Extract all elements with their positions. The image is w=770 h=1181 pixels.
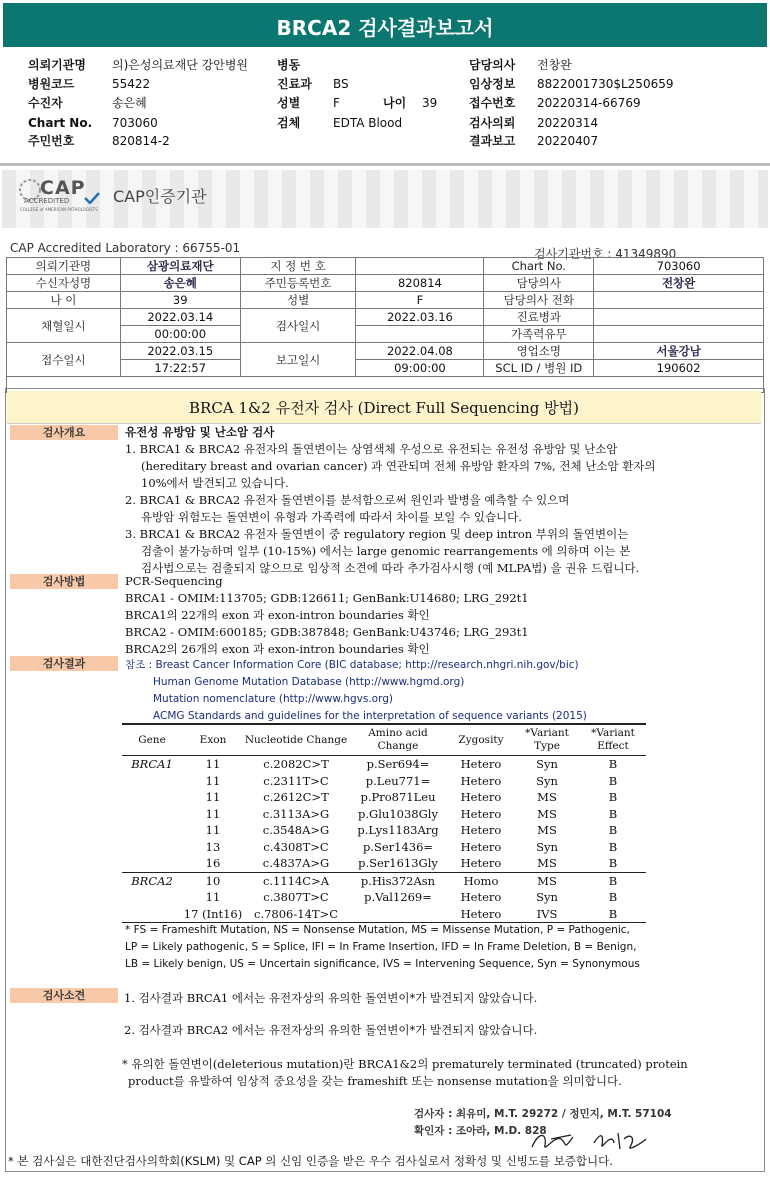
section-title: BRCA 1&2 유전자 검사 (Direct Full Sequencing 방법) [7, 391, 761, 424]
doctor-phone-value [594, 292, 764, 309]
method-line: BRCA1의 22개의 exon 과 exon-intron boundaries 확인 [125, 608, 430, 622]
method-line: BRCA2 - OMIM:600185; GDB:387848; GenBank:U43746; LRG_293t1 [125, 625, 529, 639]
doctor-value: 전창완 [537, 58, 572, 72]
sales-label: 영업소명 [484, 343, 594, 360]
cap-accredited-text: ACCREDITED [24, 197, 70, 205]
table-row [122, 756, 646, 773]
request-value: 20220314 [537, 116, 599, 130]
cell-type: MS [537, 823, 557, 838]
cell-zygosity: Hetero [460, 890, 502, 905]
table-row [122, 889, 646, 906]
institution-number: 검사기관번호 : 41349890 [534, 247, 677, 261]
cell-nucleotide: c.3548A>G [262, 823, 330, 838]
note [122, 1056, 688, 1090]
header-effect: *Variant Effect [580, 724, 646, 756]
references [125, 657, 587, 725]
report-time: 09:00:00 [356, 360, 484, 377]
cell-exon: 11 [205, 757, 221, 772]
rrn-value: 820814-2 [112, 134, 170, 148]
cell-effect: B [608, 773, 618, 788]
cell-zygosity: Hetero [460, 773, 502, 788]
cell-nucleotide: c.3113A>G [262, 806, 330, 821]
cell-exon: 10 [182, 872, 244, 889]
dept-value: BS [333, 77, 349, 91]
cell-type: MS [514, 872, 580, 889]
cell-zygosity: Hetero [460, 806, 502, 821]
header-type: *Variant Type [514, 724, 580, 756]
report-label: 결과보고 [469, 134, 516, 148]
tester: 검사자 : 최유미, M.T. 29272 / 정민지, M.T. 57104 [414, 1108, 672, 1120]
chart-label: Chart No. [484, 258, 594, 275]
confirmer: 확인자 : 조아라, M.D. 828 [414, 1125, 547, 1137]
report-label: 보고일시 [240, 343, 356, 377]
signature-2 [590, 1125, 650, 1155]
request-label: 검사의뢰 [469, 116, 516, 130]
cell-gene [122, 789, 182, 806]
overview-line: (hereditary breast and ovarian cancer) 과 연관되며 전체 유방암 환자의 7%, 전체 난소암 환자의 [141, 459, 656, 473]
method-text [125, 573, 745, 658]
receiver-label: 수진자 [28, 96, 63, 110]
cap-title: CAP인증기관 [113, 187, 207, 206]
cell-amino: p.Glu1038Gly [358, 806, 438, 821]
cell-exon: 11 [205, 773, 221, 788]
cell-amino: p.Ser1436= [362, 839, 434, 854]
org-label: 의뢰기관명 [28, 58, 86, 72]
cell-zygosity: Hetero [460, 856, 502, 871]
sex-label: 성별 [240, 292, 356, 309]
rrn-label: 주민번호 [28, 134, 75, 148]
cell-exon: 11 [205, 790, 221, 805]
footnote-line: * FS = Frameshift Mutation, NS = Nonsense Mutation, MS = Missense Mutation, P = Pathogenic, [125, 924, 630, 936]
cell-type: Syn [536, 890, 558, 905]
designated-value [356, 258, 484, 275]
clinical-label: 임상정보 [469, 77, 516, 91]
cell-effect: B [608, 806, 618, 821]
cell-type: IVS [514, 906, 580, 923]
cell-type: MS [537, 790, 557, 805]
header-zygosity: Zygosity [448, 724, 514, 756]
table-row [122, 906, 646, 923]
age-value: 39 [120, 292, 240, 309]
patient-table [6, 257, 764, 393]
cap-sub-text: COLLEGE of AMERICAN PATHOLOGISTS [20, 207, 98, 212]
collect-date: 2022.03.14 [120, 309, 240, 326]
sex-label: 성별 [277, 96, 301, 110]
cell-effect: B [580, 906, 646, 923]
header-amino: Amino acid Change [348, 724, 448, 756]
cell-gene [122, 839, 182, 856]
dept-label: 진료과 [277, 77, 312, 91]
header-exon: Exon [182, 724, 244, 756]
cell-effect: B [608, 823, 618, 838]
overview-tag: 검사개요 [10, 425, 118, 440]
cell-gene: BRCA2 [122, 872, 182, 889]
org-value: 삼광의료재단 [120, 258, 240, 275]
test-time-empty [356, 326, 484, 343]
cell-effect: B [608, 757, 618, 772]
scl-value: 190602 [594, 360, 764, 377]
opinion-line-1: 1. 검사결과 BRCA1 에서는 유전자상의 유의한 돌연변이*가 발견되지 않았습니다. [124, 991, 538, 1005]
cell-amino [348, 906, 448, 923]
reference-line: 참조 : Breast Cancer Information Core (BIC database; http://research.nhgri.nih.gov/bic) [125, 659, 579, 671]
cell-effect: B [608, 839, 618, 854]
cell-nucleotide: c.4308T>C [263, 839, 329, 854]
rrn-value: 820814 [356, 275, 484, 292]
hosp-code-label: 병원코드 [28, 77, 75, 91]
cell-zygosity: Homo [448, 872, 514, 889]
cell-exon: 11 [205, 806, 221, 821]
table-row [122, 789, 646, 806]
org-label: 의뢰기관명 [7, 258, 121, 275]
test-label: 검사일시 [240, 309, 356, 343]
cap-logo-text: CAP [40, 177, 86, 199]
report-value: 20220407 [537, 134, 599, 148]
collect-label: 채혈일시 [7, 309, 121, 343]
chart-value: 703060 [594, 258, 764, 275]
cell-amino: p.Leu771= [365, 773, 431, 788]
method-tag: 검사방법 [10, 574, 118, 589]
cell-type: Syn [536, 839, 558, 854]
table-row [122, 839, 646, 856]
footnote-line: LB = Likely benign, US = Uncertain significance, IVS = Intervening Sequence, Syn = Synonymous [125, 958, 640, 970]
cell-amino: p.Lys1183Arg [357, 823, 439, 838]
cell-effect: B [580, 872, 646, 889]
age-label: 나이 [383, 96, 407, 110]
cell-gene [122, 889, 182, 906]
cell-nucleotide: c.2311T>C [263, 773, 329, 788]
overview-heading: 유전성 유방암 및 난소암 검사 [125, 425, 275, 439]
overview-line: 10%에서 발견되고 있습니다. [141, 476, 289, 490]
cell-effect: B [608, 790, 618, 805]
chart-label: Chart No. [28, 116, 93, 130]
receive-label: 접수일시 [7, 343, 121, 377]
org-value: 의)은성의료재단 강안병원 [112, 58, 249, 72]
doctor-label: 담당의사 [469, 58, 516, 72]
header-gene: Gene [122, 724, 182, 756]
doctor-value: 전창완 [594, 275, 764, 292]
note-line: * 유의한 돌연변이(deleterious mutation)란 BRCA1&2의 prematurely terminated (truncated) protein [122, 1057, 688, 1071]
cell-type: Syn [536, 757, 558, 772]
opinion-line-2: 2. 검사결과 BRCA2 에서는 유전자상의 유의한 돌연변이*가 발견되지 않았습니다. [124, 1023, 538, 1037]
test-date: 2022.03.16 [356, 309, 484, 326]
collect-time: 00:00:00 [120, 326, 240, 343]
overview-line: 2. BRCA1 & BRCA2 유전자 돌연변이를 분석함으로써 원인과 발병을 예측할 수 있으며 [125, 493, 570, 507]
cell-nucleotide: c.2612C>T [263, 790, 329, 805]
header-nucleotide: Nucleotide Change [244, 724, 348, 756]
age-label: 나 이 [7, 292, 121, 309]
footnotes [125, 922, 640, 973]
ward-label: 병동 [277, 58, 301, 72]
note-line: product를 유발하여 임상적 중요성을 갖는 frameshift 또는 nonsense mutation을 의미합니다. [128, 1074, 622, 1088]
doctor-label: 담당의사 [484, 275, 594, 292]
cell-zygosity: Hetero [460, 823, 502, 838]
overview-line: 검사법으로는 검출되지 않으므로 임상적 소견에 따라 추가검사시행 (예 MLPA법) 을 권유 드립니다. [141, 561, 640, 575]
variant-table [122, 723, 646, 923]
footnote-line: LP = Likely pathogenic, S = Splice, IFI = In Frame Insertion, IFD = In Frame Deletion, B = Benign, [125, 941, 637, 953]
cell-gene: BRCA1 [131, 757, 173, 772]
cell-zygosity: Hetero [448, 906, 514, 923]
result-tag: 검사결과 [10, 656, 118, 671]
cell-zygosity: Hetero [460, 757, 502, 772]
table-row [122, 806, 646, 823]
sales-value: 서울강남 [594, 343, 764, 360]
cell-gene [122, 855, 182, 872]
rrn-label: 주민등록번호 [240, 275, 356, 292]
table-row [122, 822, 646, 839]
footer-note: * 본 검사실은 대한진단검사의학회(KSLM) 및 CAP 의 신임 인증을 받은 우수 검사실로서 정확성 및 신빙도를 보증합니다. [8, 1154, 613, 1168]
receipt-value: 20220314-66769 [537, 96, 641, 110]
name-value: 송은혜 [120, 275, 240, 292]
cell-zygosity: Hetero [460, 839, 502, 854]
cell-gene [122, 773, 182, 790]
sex-value: F [356, 292, 484, 309]
checkmark-icon [84, 192, 100, 204]
overview-line: 3. BRCA1 & BRCA2 유전자 돌연변이 중 regulatory region 및 deep intron 부위의 돌연변이는 [125, 527, 629, 541]
specimen-label: 검체 [277, 116, 301, 130]
receive-date: 2022.03.15 [120, 343, 240, 360]
cell-gene [122, 906, 182, 923]
reference-line: Human Genome Mutation Database (http://www.hgmd.org) [153, 676, 465, 688]
cell-type: MS [537, 856, 557, 871]
cell-zygosity: Hetero [460, 790, 502, 805]
hosp-code-value: 55422 [112, 77, 151, 91]
reference-line: ACMG Standards and guidelines for the interpretation of sequence variants (2015) [153, 710, 587, 722]
family-value [594, 326, 764, 343]
cell-exon: 13 [205, 839, 221, 854]
table-row [122, 872, 646, 889]
cell-nucleotide: c.2082C>T [263, 757, 329, 772]
cell-exon: 17 (Int16) [183, 906, 243, 921]
cell-amino: p.Ser694= [366, 757, 430, 772]
cell-nucleotide: c.4837A>G [262, 856, 330, 871]
cell-type: MS [537, 806, 557, 821]
chart-value: 703060 [112, 116, 158, 130]
cell-nucleotide: c.3807T>C [263, 890, 329, 905]
cell-nucleotide: c.7806-14T>C [244, 906, 348, 923]
report-date: 2022.04.08 [356, 343, 484, 360]
cell-gene [122, 822, 182, 839]
specimen-value: EDTA Blood [333, 116, 403, 130]
cell-exon: 11 [205, 890, 221, 905]
age-value: 39 [422, 96, 438, 110]
overview-line: 검출이 불가능하며 일부 (10-15%) 에서는 large genomic rearrangements 에 의하며 이는 본 [141, 544, 631, 558]
receive-time: 17:22:57 [120, 360, 240, 377]
table-row [122, 855, 646, 872]
cell-amino: p.Val1269= [364, 890, 432, 905]
scl-label: SCL ID / 병원 ID [484, 360, 594, 377]
cell-effect: B [608, 856, 618, 871]
overview-line: 1. BRCA1 & BRCA2 유전자의 돌연변이는 상염색체 우성으로 유전되는 유전성 유방암 및 난소암 [125, 442, 618, 456]
opinion-tag: 검사소견 [10, 988, 118, 1003]
method-line: BRCA2의 26개의 exon 과 exon-intron boundaries 확인 [125, 642, 430, 656]
clinical-value: 8822001730$L250659 [537, 77, 674, 91]
sex-value: F [333, 96, 340, 110]
divider [0, 163, 770, 166]
cell-type: Syn [536, 773, 558, 788]
cell-exon: 11 [205, 823, 221, 838]
signature-1 [527, 1125, 587, 1155]
doctor-phone-label: 담당의사 전화 [484, 292, 594, 309]
method-line: BRCA1 - OMIM:113705; GDB:126611; GenBank:U14680; LRG_292t1 [125, 591, 529, 605]
dept-value [594, 309, 764, 326]
cell-effect: B [608, 890, 618, 905]
cell-amino: p.His372Asn [348, 872, 448, 889]
overview-text [125, 441, 755, 577]
dept-label: 진료병과 [484, 309, 594, 326]
receipt-label: 접수번호 [469, 96, 516, 110]
cell-gene [122, 806, 182, 823]
designated-label: 지 정 번 호 [240, 258, 356, 275]
report-title: BRCA2 검사결과보고서 [3, 3, 767, 47]
overview-line: 유방암 위험도는 돌연변이 유형과 가족력에 따라서 차이를 보일 수 있습니다. [141, 510, 522, 524]
cell-exon: 16 [205, 856, 221, 871]
cell-amino: p.Ser1613Gly [358, 856, 438, 871]
cell-amino: p.Pro871Leu [360, 790, 436, 805]
reference-line: Mutation nomenclature (http://www.hgvs.org) [153, 693, 393, 705]
name-label: 수신자성명 [7, 275, 121, 292]
method-line: PCR-Sequencing [125, 574, 223, 588]
family-label: 가족력유무 [484, 326, 594, 343]
cell-nucleotide: c.1114C>A [244, 872, 348, 889]
table-row [122, 773, 646, 790]
cap-lab-number: CAP Accredited Laboratory : 66755-01 [10, 241, 241, 255]
receiver-value: 송은혜 [112, 96, 147, 110]
